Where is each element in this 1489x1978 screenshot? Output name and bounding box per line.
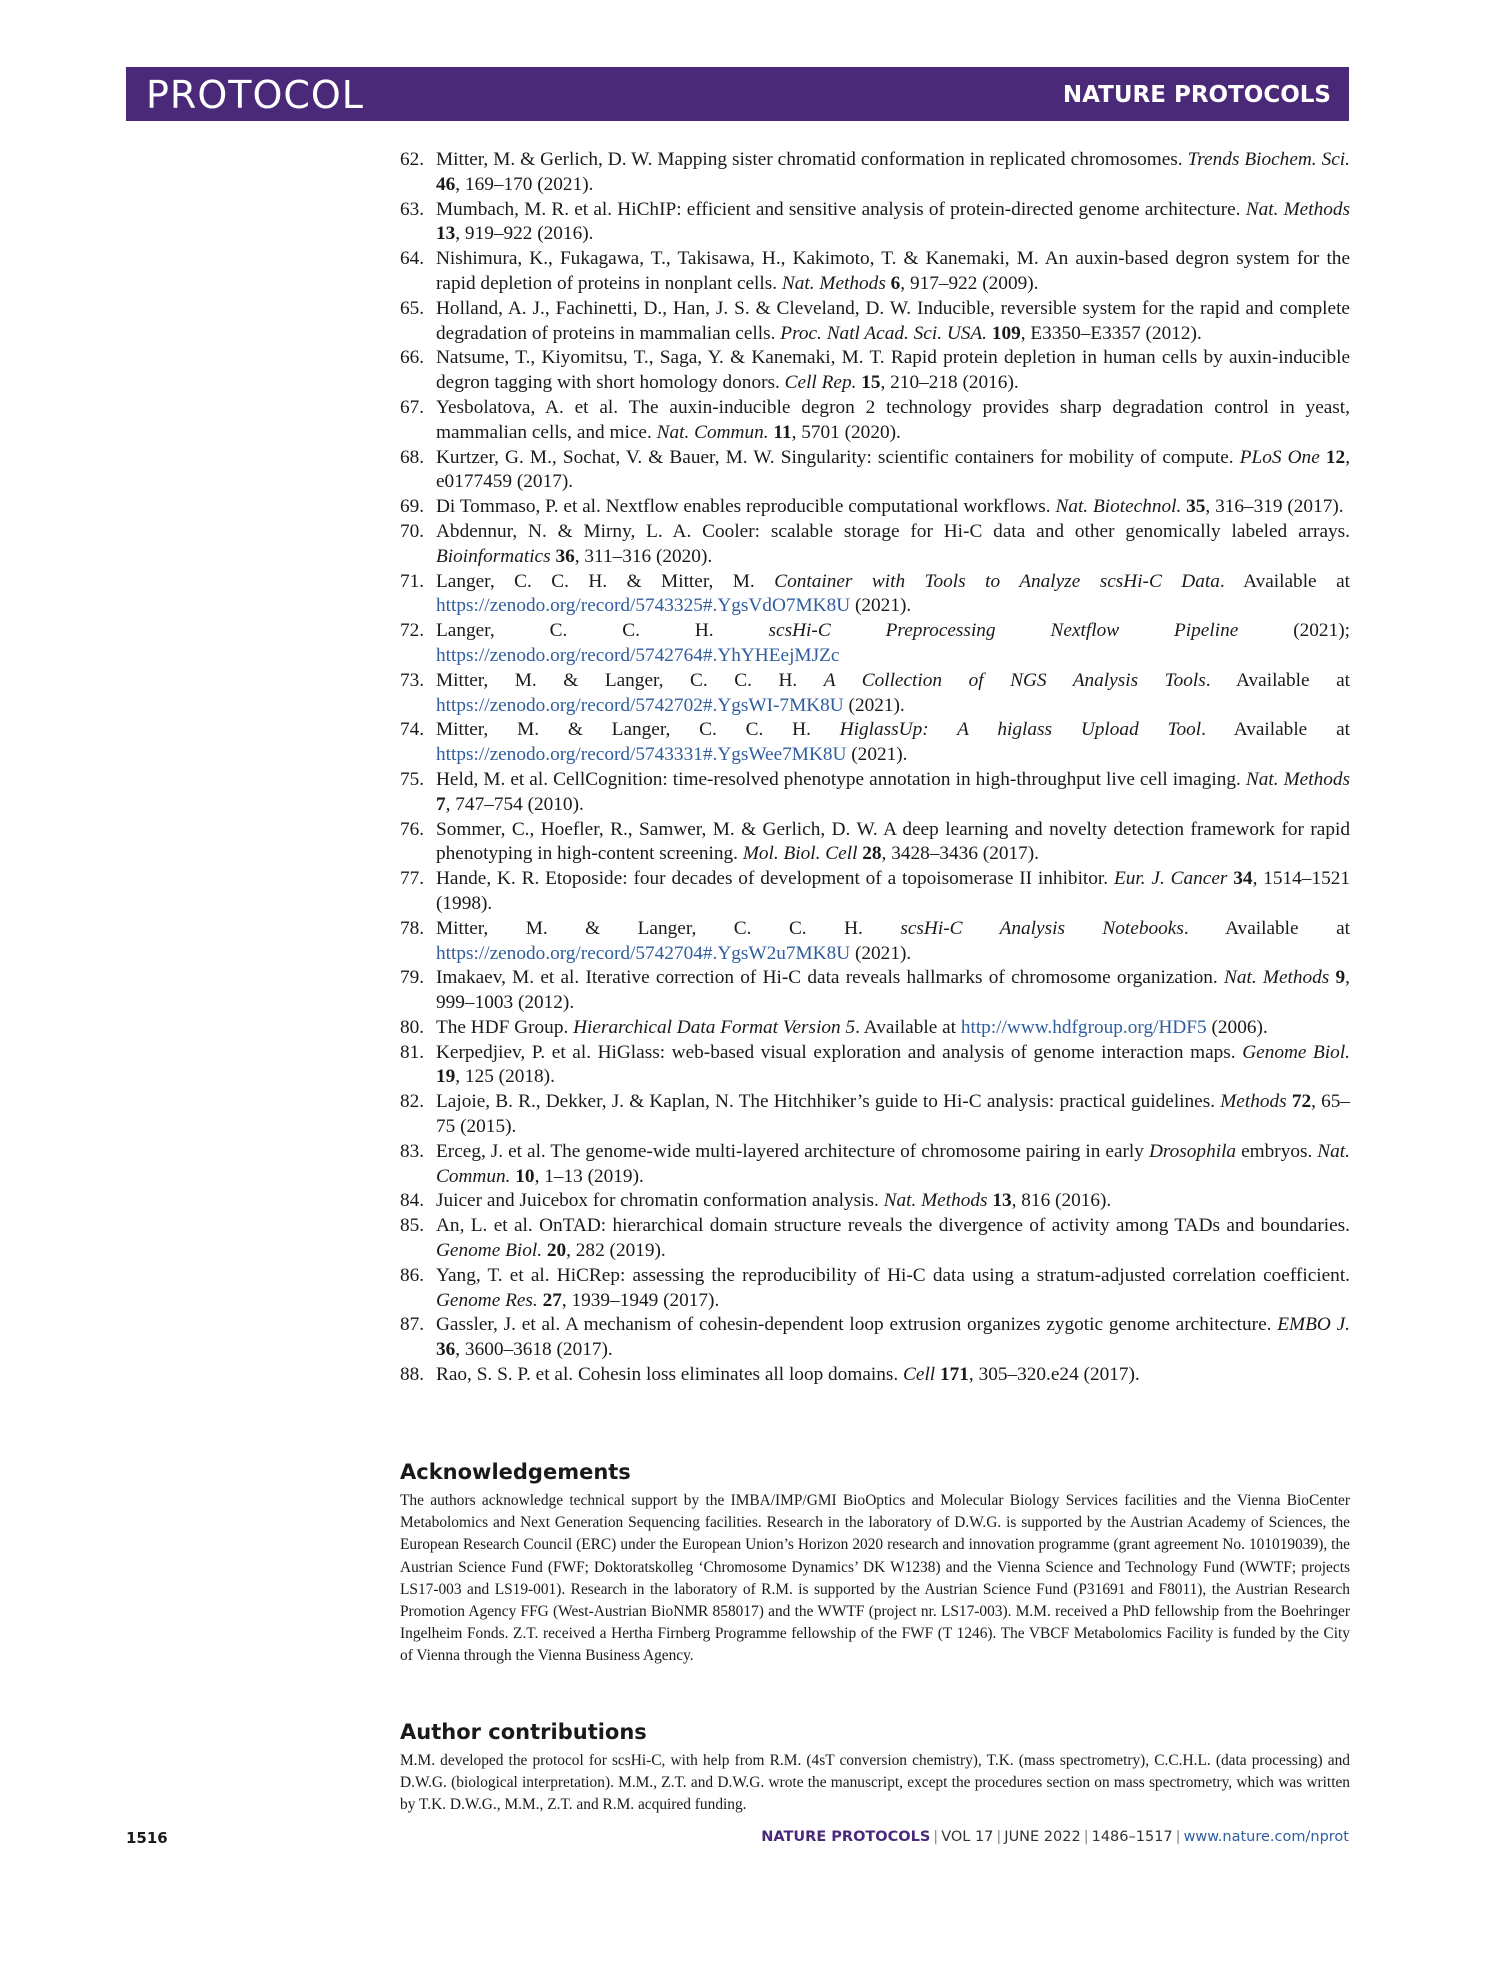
reference-item	[400, 570, 1350, 620]
reference-text: Imakaev, M. et al. Iterative correction of Hi-C data reveals hallmarks of chromosome organization. Nat. Methods 9, 999–1003 (2012).	[436, 967, 1350, 1014]
footer-date: JUNE 2022	[1004, 1829, 1081, 1845]
reference-item	[400, 247, 1350, 297]
reference-number: 76.	[400, 818, 425, 840]
reference-item	[400, 396, 1350, 446]
reference-text: Kerpedjiev, P. et al. HiGlass: web-based visual exploration and analysis of genome interaction maps. Genome Biol. 19, 125 (2018).	[436, 1041, 1350, 1088]
reference-number: 81.	[400, 1041, 425, 1063]
reference-item	[400, 520, 1350, 570]
footer-url-link[interactable]: www.nature.com/nprot	[1183, 1829, 1349, 1845]
journal-name: NATURE PROTOCOLS	[1062, 82, 1331, 108]
reference-text: Langer, C. C. H. scsHi-C Preprocessing Nextflow Pipeline (2021); https://zenodo.org/record/5742764#.YhYHEejMJZc	[436, 620, 1350, 666]
section-label: PROTOCOL	[146, 73, 364, 117]
reference-item	[400, 346, 1350, 396]
reference-text: The HDF Group. Hierarchical Data Format Version 5. Available at http://www.hdfgroup.org/HDF5 (2006).	[436, 1016, 1268, 1038]
reference-number: 72.	[400, 620, 425, 642]
reference-number: 82.	[400, 1091, 425, 1113]
reference-item	[400, 297, 1350, 347]
reference-number: 77.	[400, 868, 425, 890]
footer-volume: VOL 17	[941, 1829, 994, 1845]
reference-text: Di Tommaso, P. et al. Nextflow enables reproducible computational workflows. Nat. Biotechnol. 35, 316–319 (2017).	[436, 496, 1344, 518]
reference-number: 83.	[400, 1140, 425, 1162]
footer-journal: NATURE PROTOCOLS	[761, 1829, 931, 1845]
reference-number: 86.	[400, 1264, 425, 1286]
reference-item	[400, 718, 1350, 768]
page-number: 1516	[126, 1829, 168, 1847]
reference-text: Held, M. et al. CellCognition: time-resolved phenotype annotation in high-throughput live cell imaging. Nat. Methods 7, 747–754 (2010).	[436, 768, 1350, 815]
reference-link[interactable]: https://zenodo.org/record/5743331#.YgsWee7MK8U	[436, 744, 847, 766]
reference-item	[400, 768, 1350, 818]
footer-separator: |	[933, 1829, 939, 1845]
reference-item	[400, 867, 1350, 917]
reference-number: 71.	[400, 570, 425, 592]
reference-number: 65.	[400, 297, 425, 319]
acknowledgements-heading: Acknowledgements	[400, 1460, 631, 1484]
reference-number: 64.	[400, 248, 425, 270]
reference-text: An, L. et al. OnTAD: hierarchical domain structure reveals the divergence of activity among TADs and boundaries. Genome Biol. 20, 282 (2019).	[436, 1215, 1350, 1262]
reference-item	[400, 966, 1350, 1016]
reference-link[interactable]: https://zenodo.org/record/5743325#.YgsVdO7MK8U	[436, 595, 851, 617]
reference-text: Juicer and Juicebox for chromatin conformation analysis. Nat. Methods 13, 816 (2016).	[436, 1190, 1112, 1212]
reference-text: Hande, K. R. Etoposide: four decades of development of a topoisomerase II inhibitor. Eur. J. Cancer 34, 1514–1521 (1998).	[436, 868, 1351, 914]
reference-number: 85.	[400, 1215, 425, 1237]
reference-number: 78.	[400, 917, 425, 939]
reference-text: Rao, S. S. P. et al. Cohesin loss eliminates all loop domains. Cell 171, 305–320.e24 (2017).	[436, 1364, 1140, 1386]
reference-item	[400, 1041, 1350, 1091]
reference-number: 67.	[400, 396, 425, 418]
acknowledgements-section	[400, 1458, 1350, 1668]
reference-number: 66.	[400, 347, 425, 369]
reference-item	[400, 818, 1350, 868]
footer-separator: |	[1175, 1829, 1181, 1845]
reference-text: Mitter, M. & Langer, C. C. H. HiglassUp: A higlass Upload Tool. Available at https://zenodo.org/record/5743331#.YgsWee7MK8U (2021).	[436, 719, 1350, 766]
reference-item	[400, 198, 1350, 248]
reference-item	[400, 1214, 1350, 1264]
author-contributions-body: M.M. developed the protocol for scsHi-C, with help from R.M. (4sT conversion chemistry), T.K. (mass spectrometry), C.C.H.L. (data processing) and D.W.G. (biological interpretation). M.M., Z.T. and D.W.G. wrote the manuscript, except the procedures section on mass spectrometry, which was written by T.K. D.W.G., M.M., Z.T. and R.M. acquired funding.	[400, 1752, 1350, 1814]
author-contributions-section	[400, 1718, 1350, 1817]
reference-item	[400, 446, 1350, 496]
reference-number: 80.	[400, 1016, 425, 1038]
reference-text: Natsume, T., Kiyomitsu, T., Saga, Y. & Kanemaki, M. T. Rapid protein depletion in human cells by auxin-inducible degron tagging with short homology donors. Cell Rep. 15, 210–218 (2016).	[436, 347, 1350, 394]
reference-item	[400, 917, 1350, 967]
reference-link[interactable]: http://www.hdfgroup.org/HDF5	[960, 1016, 1207, 1038]
reference-item	[400, 148, 1350, 198]
reference-text: Mitter, M. & Langer, C. C. H. A Collection of NGS Analysis Tools. Available at https://zenodo.org/record/5742702#.YgsWI-7MK8U (2021).	[436, 669, 1350, 716]
reference-item	[400, 669, 1350, 719]
reference-item	[400, 1189, 1350, 1214]
reference-text: Mumbach, M. R. et al. HiChIP: efficient and sensitive analysis of protein-directed genome architecture. Nat. Methods 13, 919–922 (2016).	[436, 198, 1350, 245]
reference-text: Abdennur, N. & Mirny, L. A. Cooler: scalable storage for Hi-C data and other genomically labeled arrays. Bioinformatics 36, 311–316 (2020).	[436, 520, 1350, 567]
reference-number: 74.	[400, 719, 425, 741]
reference-item	[400, 1363, 1350, 1388]
footer-separator: |	[1083, 1829, 1089, 1845]
footer-citation	[761, 1829, 1349, 1845]
reference-number: 88.	[400, 1364, 425, 1386]
reference-text: Mitter, M. & Langer, C. C. H. scsHi-C Analysis Notebooks. Available at https://zenodo.org/record/5742704#.YgsW2u7MK8U (2021).	[436, 917, 1350, 964]
reference-link[interactable]: https://zenodo.org/record/5742764#.YhYHEejMJZc	[436, 644, 840, 666]
reference-list	[400, 148, 1350, 1388]
reference-text: Lajoie, B. R., Dekker, J. & Kaplan, N. The Hitchhiker’s guide to Hi-C analysis: practical guidelines. Methods 72, 65–75 (2015).	[436, 1091, 1351, 1138]
author-contributions-heading: Author contributions	[400, 1720, 647, 1744]
reference-number: 75.	[400, 768, 425, 790]
reference-item	[400, 1140, 1350, 1190]
footer-pages: 1486–1517	[1091, 1829, 1173, 1845]
reference-text: Yang, T. et al. HiCRep: assessing the reproducibility of Hi-C data using a stratum-adjusted correlation coefficient. Genome Res. 27, 1939–1949 (2017).	[436, 1264, 1350, 1311]
reference-item	[400, 619, 1350, 669]
reference-text: Sommer, C., Hoefler, R., Samwer, M. & Gerlich, D. W. A deep learning and novelty detection framework for rapid phenotyping in high-content screening. Mol. Biol. Cell 28, 3428–3436 (2017).	[436, 818, 1350, 865]
reference-text: Yesbolatova, A. et al. The auxin-inducible degron 2 technology provides sharp degradation control in yeast, mammalian cells, and mice. Nat. Commun. 11, 5701 (2020).	[436, 396, 1350, 443]
reference-text: Erceg, J. et al. The genome-wide multi-layered architecture of chromosome pairing in early Drosophila embryos. Nat. Commun. 10, 1–13 (2019).	[436, 1140, 1350, 1187]
reference-number: 62.	[400, 149, 425, 170]
reference-number: 63.	[400, 198, 425, 220]
reference-text: Nishimura, K., Fukagawa, T., Takisawa, H., Kakimoto, T. & Kanemaki, M. An auxin-based degron system for the rapid depletion of proteins in nonplant cells. Nat. Methods 6, 917–922 (2009).	[436, 248, 1350, 294]
reference-number: 70.	[400, 520, 425, 542]
acknowledgements-body: The authors acknowledge technical support by the IMBA/IMP/GMI BioOptics and Molecular Biology Services facilities and the Vienna BioCenter Metabolomics and Next Generation Sequencing facilities. Research in the laboratory of D.W.G. is supported by the Austrian Academy of Sciences, the European Research Council (ERC) under the European Union’s Horizon 2020 research and innovation programme (grant agreement No. 101019039), the Austrian Science Fund (FWF; Doktoratskolleg ‘Chromosome Dynamics’ DK W1238) and the Vienna Science and Technology Fund (WWTF; projects LS17-003 and LS19-001). Research in the laboratory of R.M. is supported by the Austrian Science Fund (P31691 and F8011), the Austrian Research Promotion Agency FFG (West-Austrian BioNMR 858017) and the WWTF (project nr. LS17-003). M.M. received a PhD fellowship from the Boehringer Ingelheim Fonds. Z.T. received a Hertha Firnberg Programme fellowship of the FWF (T 1246). The VBCF Metabolomics Facility is funded by the City of Vienna through the Vienna Business Agency.	[400, 1492, 1350, 1665]
footer-separator: |	[996, 1829, 1002, 1845]
reference-text: Gassler, J. et al. A mechanism of cohesin-dependent loop extrusion organizes zygotic genome architecture. EMBO J. 36, 3600–3618 (2017).	[436, 1314, 1350, 1361]
reference-link[interactable]: https://zenodo.org/record/5742704#.YgsW2u7MK8U	[436, 942, 851, 964]
reference-item	[400, 1016, 1350, 1041]
reference-item	[400, 495, 1350, 520]
reference-text: Mitter, M. & Gerlich, D. W. Mapping sister chromatid conformation in replicated chromosomes. Trends Biochem. Sci. 46, 169–170 (2021).	[436, 149, 1350, 195]
reference-number: 87.	[400, 1314, 425, 1336]
reference-item	[400, 1264, 1350, 1314]
header-bar	[126, 67, 1349, 121]
reference-text: Langer, C. C. H. & Mitter, M. Container with Tools to Analyze scsHi-C Data. Available at https://zenodo.org/record/5743325#.YgsVdO7MK8U (2021).	[436, 570, 1350, 617]
reference-text: Holland, A. J., Fachinetti, D., Han, J. S. & Cleveland, D. W. Inducible, reversible system for the rapid and complete degradation of proteins in mammalian cells. Proc. Natl Acad. Sci. USA. 109, E3350–E3357 (2012).	[436, 297, 1350, 344]
reference-number: 69.	[400, 496, 425, 518]
reference-number: 73.	[400, 669, 425, 691]
reference-number: 79.	[400, 967, 425, 989]
reference-number: 68.	[400, 446, 425, 468]
reference-item	[400, 1090, 1350, 1140]
reference-number: 84.	[400, 1190, 425, 1212]
reference-link[interactable]: https://zenodo.org/record/5742702#.YgsWI-7MK8U	[436, 694, 844, 716]
reference-text: Kurtzer, G. M., Sochat, V. & Bauer, M. W. Singularity: scientific containers for mobility of compute. PLoS One 12, e0177459 (2017).	[436, 446, 1351, 493]
reference-item	[400, 1313, 1350, 1363]
